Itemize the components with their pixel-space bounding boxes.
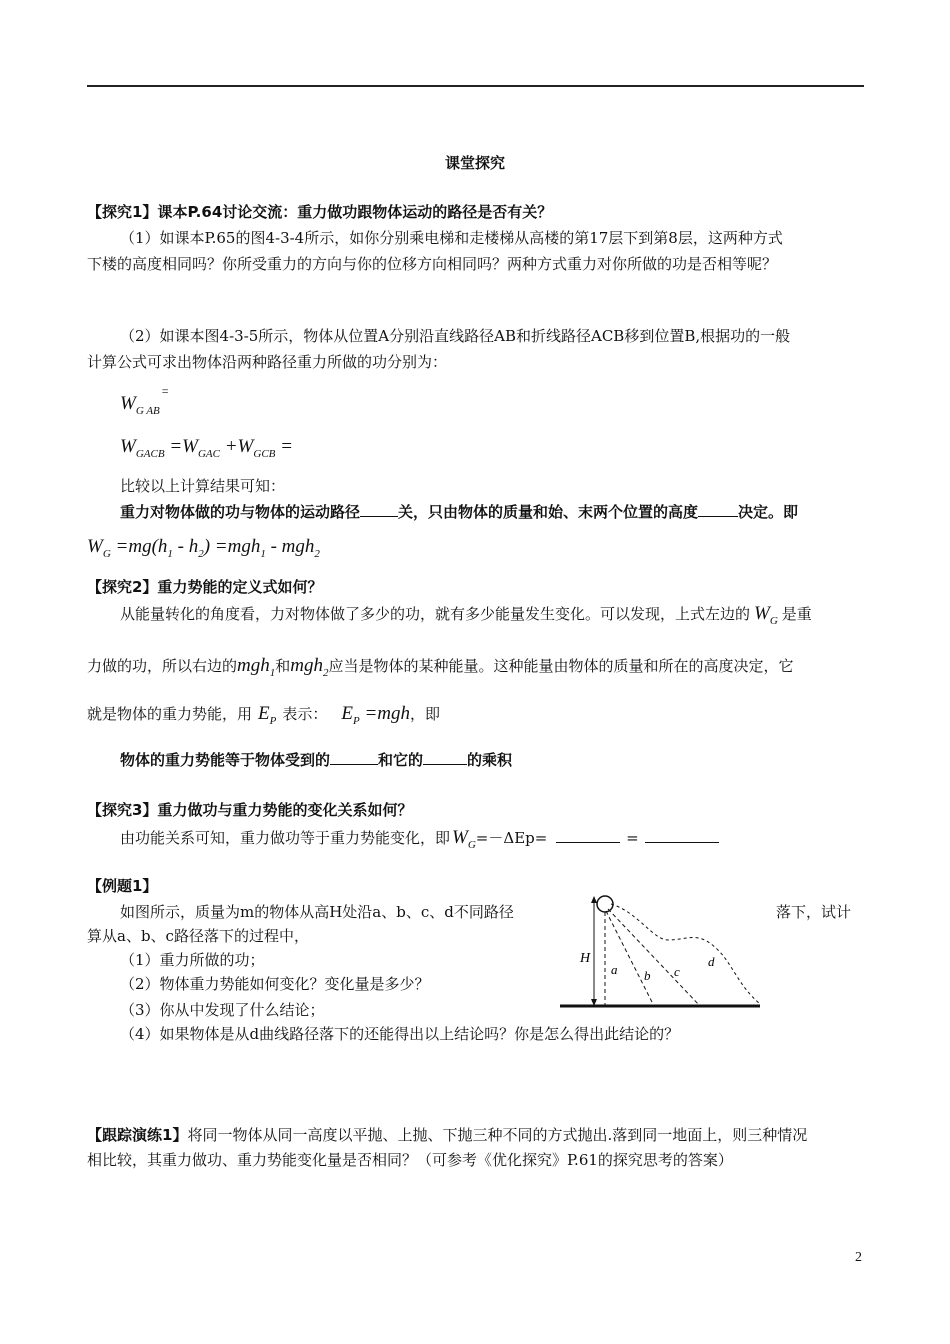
example1-q3: （3）你从中发现了什么结论； <box>120 1001 325 1019</box>
formula-wgacb: $W_{GACB} =W_{GAC} +W_{GCB}$ = <box>120 436 293 460</box>
section-title: 课堂探究 <box>444 154 505 172</box>
practice1-line1: 【跟踪演练1】将同一物体从同一高度以平抛、上抛、下抛三种不同的方式抛出.落到同一地面上，则三种情况 <box>87 1126 808 1144</box>
example1-line1: 如图所示，质量为m的物体从高H处沿a、b、c、d不同路径 <box>120 903 514 921</box>
header-rule <box>87 85 864 87</box>
explore2-p1: 从能量转化的角度看，力对物体做了多少的功，就有多少能量发生变化。可以发现，上式左边的 $W_G$ 是重 <box>120 603 812 627</box>
arrow-up-head <box>591 896 597 903</box>
explore1-heading: 【探究1】课本P.64讨论交流：重力做功跟物体运动的路径是否有关？ <box>87 203 553 221</box>
formula-wgab: $W_{G AB}^=$ <box>120 384 169 417</box>
explore2-p3: 就是物体的重力势能，用 $E_P$ 表示： $E_P =mgh$，即 <box>87 703 441 727</box>
explore3-line: 由功能关系可知，重力做功等于重力势能变化，即 $W_G=-\Delta Ep=$ = <box>120 824 719 859</box>
ball <box>597 896 613 912</box>
example1-line2: 算从a、b、c路径落下的过程中， <box>87 927 309 945</box>
explore1-q1-line1: （1）如课本P.65的图4-3-4所示，如你分别乘电梯和走楼梯从高楼的第17层下到第8层，这两种方式 <box>120 229 783 247</box>
conclusion-text: 重力对物体做的功与物体的运动路径 关，只由物体的质量和始、末两个位置的高度 决定。即 <box>120 503 799 521</box>
path-b <box>606 911 654 1006</box>
explore2-summary: 物体的重力势能等于物体受到的 和它的 的乘积 <box>120 751 513 769</box>
example1-q2: （2）物体重力势能如何变化？变化量是多少？ <box>120 975 430 993</box>
example1-q1: （1）重力所做的功； <box>120 951 265 969</box>
explore3-heading: 【探究3】重力做功与重力势能的变化关系如何？ <box>87 801 413 819</box>
falling-paths-figure <box>558 890 768 1020</box>
path-d <box>611 904 760 1004</box>
explore2-heading: 【探究2】重力势能的定义式如何？ <box>87 578 323 596</box>
label-b: b <box>644 968 651 983</box>
formula-wg: $W_G =mg(h_1 - h_2) =mgh_1 - mgh_2$ <box>87 536 320 560</box>
practice1-line2: 相比较，其重力做功、重力势能变化量是否相同？（可参考《优化探究》P.61的探究思考的答案） <box>87 1151 733 1169</box>
explore1-q2-line2: 计算公式可求出物体沿两种路径重力所做的功分别为： <box>87 353 448 371</box>
example1-line1-end: 落下，试计 <box>776 903 852 921</box>
page-number: 2 <box>855 1250 862 1265</box>
compare-text: 比较以上计算结果可知： <box>120 477 286 495</box>
explore2-p2: 力做的功，所以右边的mgh$_1$和mgh$_2$应当是物体的某种能量。这种能量由物体的质量和所在的高度决定，它 <box>87 655 794 679</box>
example1-heading: 【例题1】 <box>87 877 158 895</box>
label-H: H <box>580 951 591 966</box>
example1-q4: （4）如果物体是从d曲线路径落下的还能得出以上结论吗？你是怎么得出此结论的？ <box>120 1025 680 1043</box>
label-a: a <box>611 962 618 977</box>
explore1-q2-line1: （2）如课本图4-3-5所示，物体从位置A分别沿直线路径AB和折线路径ACB移到位置B,根据功的一般 <box>120 327 791 345</box>
explore1-q1-line2: 下楼的高度相同吗？你所受重力的方向与你的位移方向相同吗？两种方式重力对你所做的功是否相等呢？ <box>87 255 778 273</box>
label-c: c <box>674 964 680 979</box>
path-c <box>608 909 700 1006</box>
label-d: d <box>708 954 715 969</box>
